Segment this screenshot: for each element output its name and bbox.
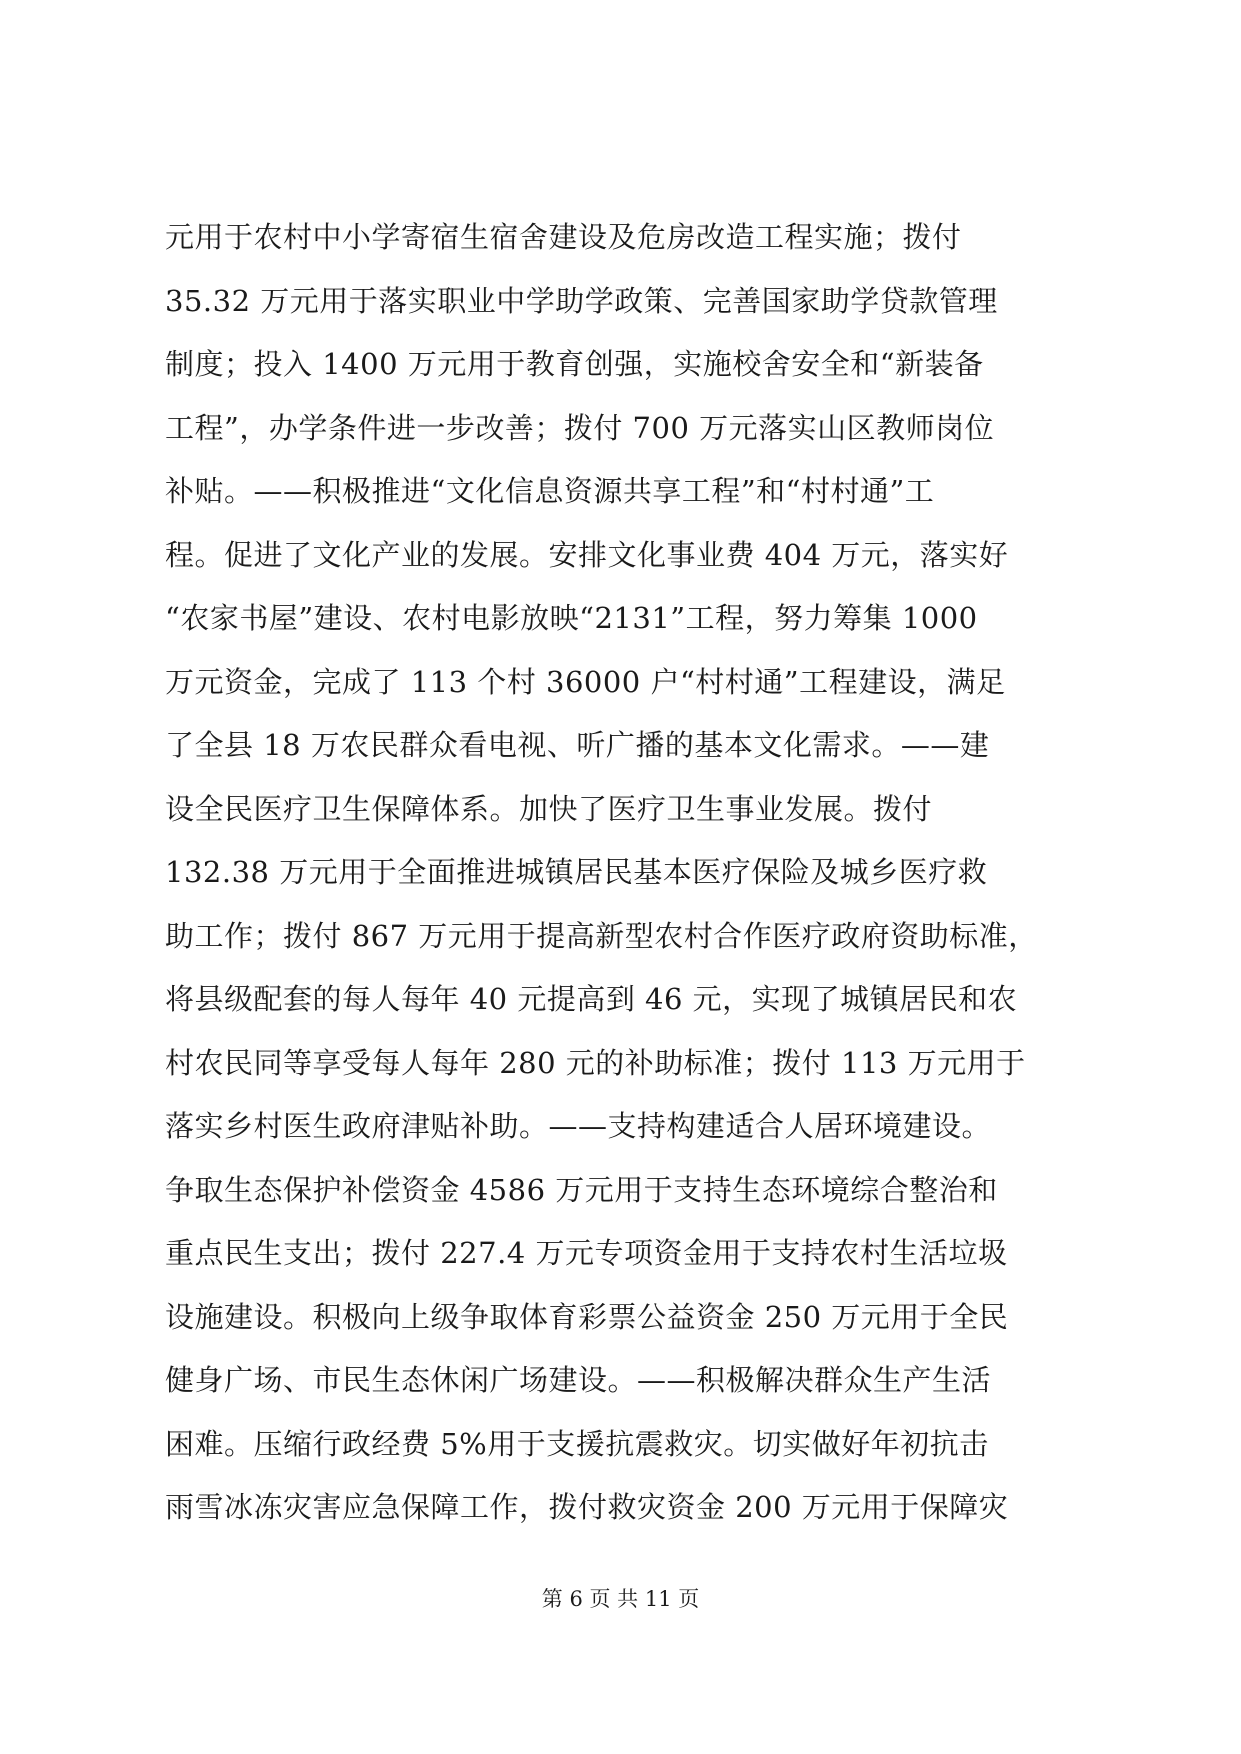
text-line: 了全县 18 万农民群众看电视、听广播的基本文化需求。——建: [165, 728, 990, 762]
text-line: 村农民同等享受每人每年 280 元的补助标准；拨付 113 万元用于: [165, 1045, 1026, 1080]
text-line: 设全民医疗卫生保障体系。加快了医疗卫生事业发展。拨付: [165, 791, 933, 826]
text-line: 困难。压缩行政经费 5%用于支援抗震救灾。切实做好年初抗击: [165, 1426, 989, 1461]
text-line: 132.38 万元用于全面推进城镇居民基本医疗保险及城乡医疗救: [165, 855, 988, 889]
text-line: 工程”，办学条件进一步改善；拨付 700 万元落实山区教师岗位: [165, 410, 995, 445]
text-line: 雨雪冰冻灾害应急保障工作，拨付救灾资金 200 万元用于保障灾: [165, 1490, 1009, 1524]
text-line: 补贴。——积极推进“文化信息资源共享工程”和“村村通”工: [165, 474, 935, 508]
text-line: 重点民生支出；拨付 227.4 万元专项资金用于支持农村生活垃圾: [165, 1236, 1008, 1270]
text-line: 程。促进了文化产业的发展。安排文化事业费 404 万元，落实好: [165, 537, 1009, 572]
text-line: 健身广场、市民生态休闲广场建设。——积极解决群众生产生活: [165, 1363, 992, 1397]
page-number-footer: 第 6 页 共 11 页: [541, 1587, 700, 1611]
text-line: 万元资金，完成了 113 个村 36000 户“村村通”工程建设，满足: [165, 664, 1006, 699]
body-text: [165, 206, 1095, 1540]
text-line: 35.32 万元用于落实职业中学助学政策、完善国家助学贷款管理: [165, 283, 998, 318]
text-line: 助工作；拨付 867 万元用于提高新型农村合作医疗政府资助标准，: [165, 918, 1038, 953]
text-line: 元用于农村中小学寄宿生宿舍建设及危房改造工程实施；拨付: [165, 220, 962, 254]
text-line: “农家书屋”建设、农村电影放映“2131”工程，努力筹集 1000: [165, 601, 978, 635]
text-line: 落实乡村医生政府津贴补助。——支持构建适合人居环境建设。: [165, 1109, 992, 1143]
text-line: 制度；投入 1400 万元用于教育创强，实施校舍安全和“新装备: [165, 347, 984, 381]
text-line: 争取生态保护补偿资金 4586 万元用于支持生态环境综合整治和: [165, 1172, 998, 1207]
text-line: 将县级配套的每人每年 40 元提高到 46 元，实现了城镇居民和农: [165, 982, 1018, 1016]
text-line: 设施建设。积极向上级争取体育彩票公益资金 250 万元用于全民: [165, 1299, 1009, 1334]
